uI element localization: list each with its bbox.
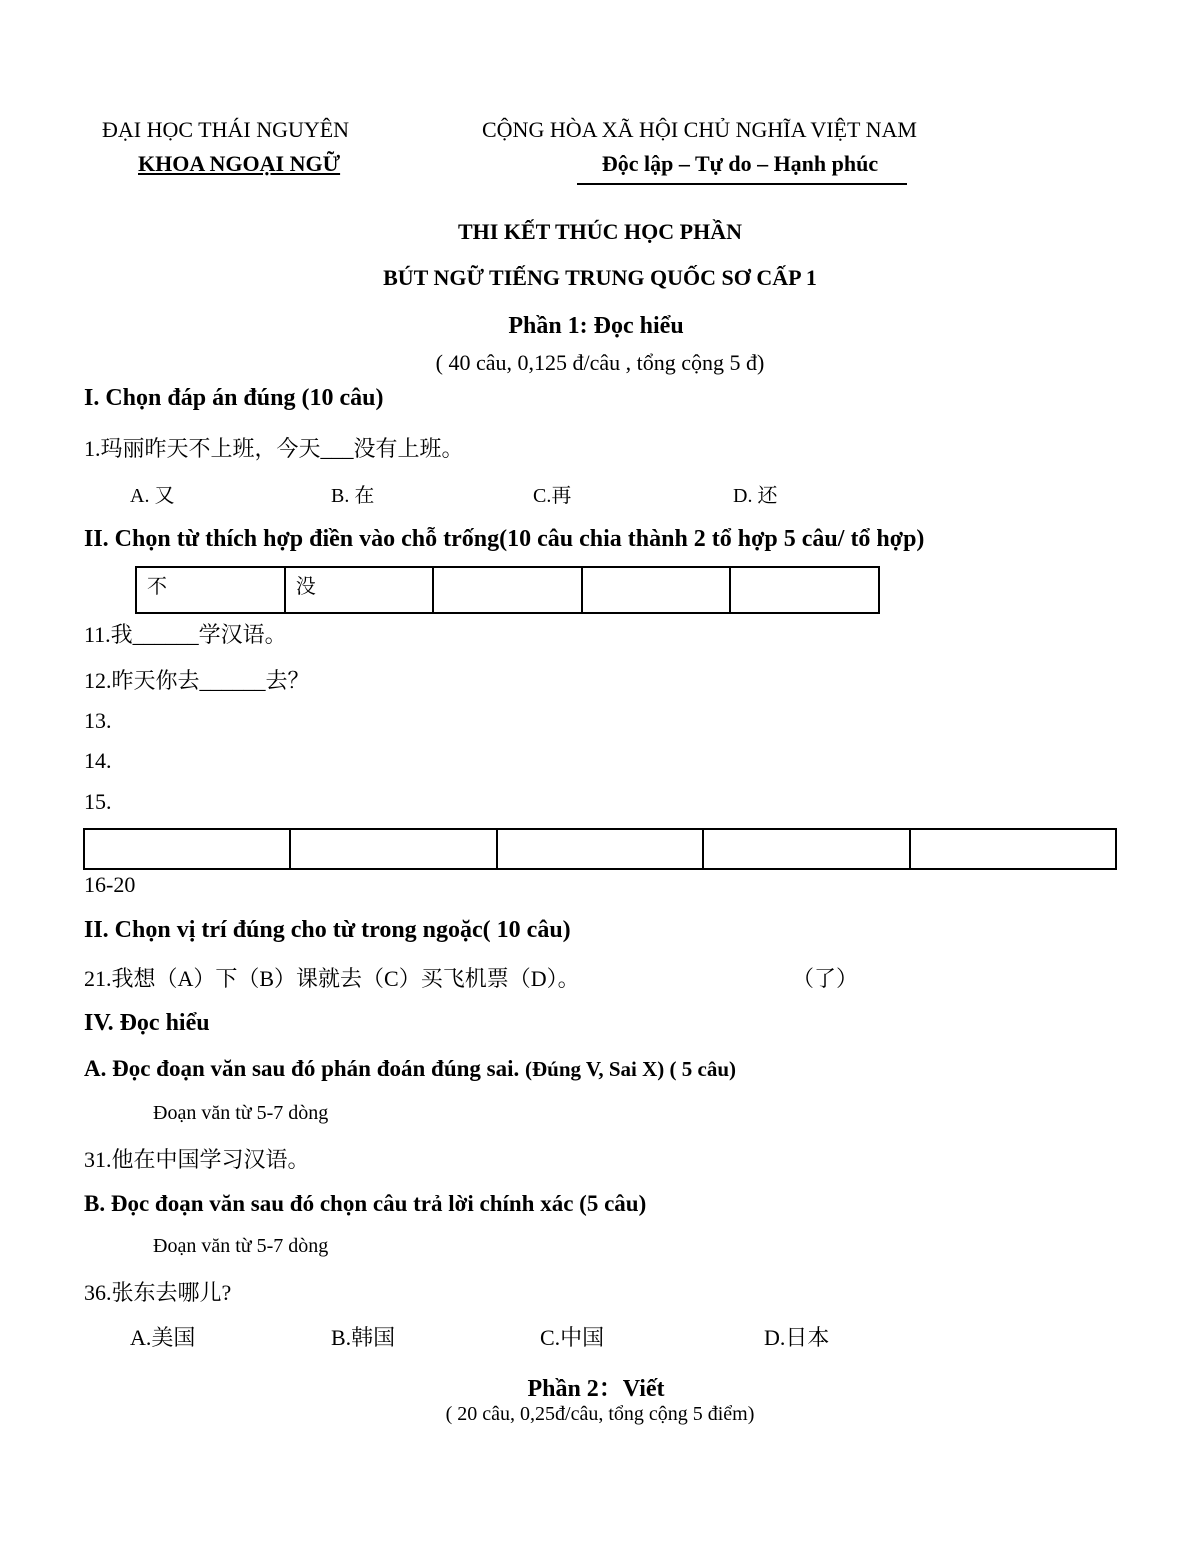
- university-name: ĐẠI HỌC THÁI NGUYÊN: [102, 117, 350, 142]
- question-31: 31.他在中国学习汉语。: [84, 1147, 310, 1172]
- question-21: 21.我想（A）下（B）课就去（C）买飞机票（D）。: [84, 966, 580, 991]
- q36-option-c: C.中国: [540, 1325, 605, 1350]
- section1-heading: I. Chọn đáp án đúng (10 câu): [84, 385, 384, 411]
- q36-option-d: D.日本: [764, 1325, 830, 1350]
- question-21-word: （了）: [792, 966, 859, 991]
- q1-option-b: B. 在: [331, 485, 375, 507]
- section4-heading: IV. Đọc hiểu: [84, 1010, 210, 1036]
- exam-title: THI KẾT THÚC HỌC PHẦN: [457, 219, 742, 244]
- word-bank-cell: [582, 567, 731, 613]
- word-bank-cell: [497, 829, 703, 869]
- word-bank-table-2: [83, 828, 1117, 870]
- word-bank-cell: [730, 567, 879, 613]
- section4a-heading: [84, 1056, 736, 1082]
- part1-note: ( 40 câu, 0,125 đ/câu , tổng cộng 5 đ): [435, 350, 765, 375]
- section3-heading: II. Chọn vị trí đúng cho từ trong ngoặc( 10 câu): [84, 917, 571, 943]
- national-motto: Độc lập – Tự do – Hạnh phúc: [601, 151, 879, 176]
- question-12: 12.昨天你去______去？: [84, 668, 310, 693]
- passage-placeholder-b: Đoạn văn từ 5-7 dòng: [153, 1235, 329, 1257]
- course-title: BÚT NGỮ TIẾNG TRUNG QUỐC SƠ CẤP 1: [383, 265, 817, 290]
- part2-heading: Phần 2：Viết: [527, 1376, 665, 1402]
- word-bank-cell: [84, 829, 290, 869]
- q1-option-c: C.再: [533, 485, 572, 507]
- section2-heading: II. Chọn từ thích hợp điền vào chỗ trống(10 câu chia thành 2 tổ hợp 5 câu/ tổ hợp): [84, 526, 925, 552]
- passage-placeholder-a: Đoạn văn từ 5-7 dòng: [153, 1102, 329, 1124]
- question-36: 36.张东去哪儿?: [84, 1280, 232, 1305]
- question-13: 13.: [84, 708, 112, 733]
- question-14: 14.: [84, 748, 112, 773]
- part1-heading: Phần 1: Đọc hiểu: [508, 313, 684, 339]
- question-15: 15.: [84, 789, 112, 814]
- q1-option-d: D. 还: [733, 485, 778, 507]
- motto-underline: [577, 183, 907, 185]
- range-label: 16-20: [84, 872, 136, 897]
- word-bank-cell: [290, 829, 496, 869]
- section4b-heading: B. Đọc đoạn văn sau đó chọn câu trả lời chính xác (5 câu): [84, 1191, 647, 1216]
- question-11: 11.我______学汉语。: [84, 622, 287, 647]
- q36-option-b: B.韩国: [331, 1325, 396, 1350]
- word-bank-table: [135, 566, 880, 614]
- word-bank-cell: [910, 829, 1116, 869]
- q1-option-a: A. 又: [130, 485, 175, 507]
- word-bank-cell: 不: [136, 567, 285, 613]
- faculty-name: KHOA NGOẠI NGỮ: [138, 151, 341, 176]
- q36-option-a: A.美国: [130, 1325, 196, 1350]
- country-name: CỘNG HÒA XÃ HỘI CHỦ NGHĨA VIỆT NAM: [482, 117, 917, 142]
- section4a-title: A. Đọc đoạn văn sau đó phán đoán đúng sai.: [84, 1056, 520, 1081]
- section4a-note: (Đúng V, Sai X) ( 5 câu): [525, 1057, 737, 1081]
- word-bank-cell: [433, 567, 582, 613]
- word-bank-cell: [703, 829, 909, 869]
- word-bank-cell: 没: [285, 567, 434, 613]
- part2-note: ( 20 câu, 0,25đ/câu, tổng cộng 5 điểm): [445, 1403, 755, 1425]
- question-1: 1.玛丽昨天不上班，今天___没有上班。: [84, 436, 464, 461]
